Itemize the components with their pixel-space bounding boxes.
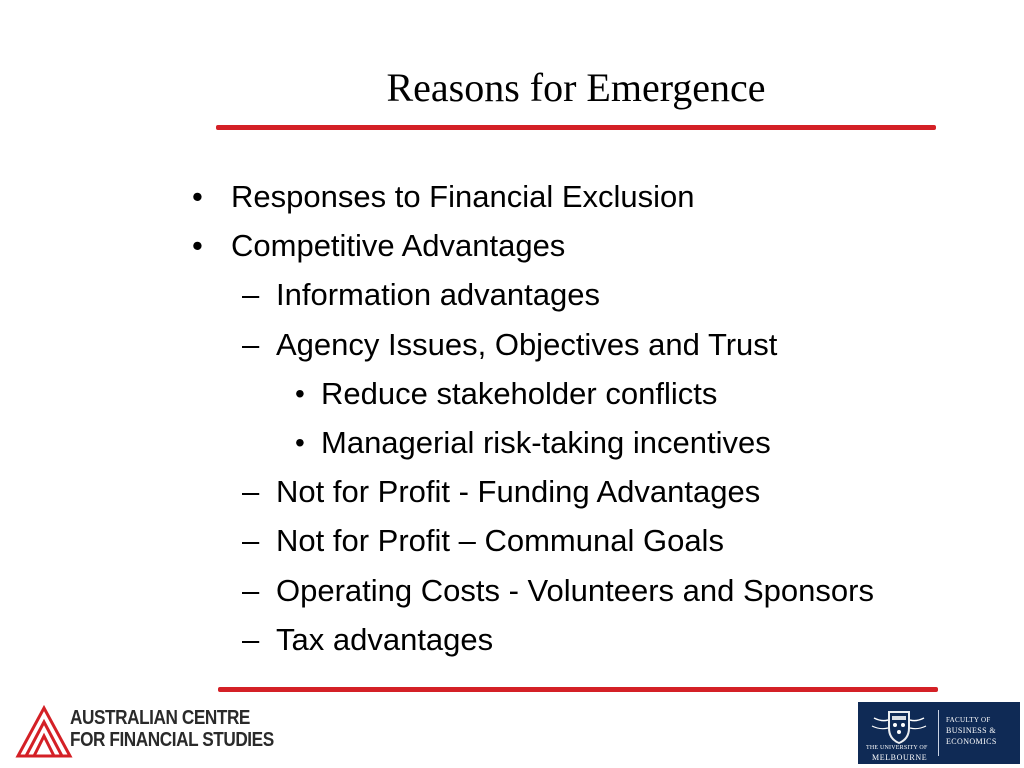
bullet-marker: • bbox=[192, 228, 203, 264]
title-divider bbox=[216, 125, 936, 130]
acfs-line-1: AUSTRALIAN CENTRE bbox=[70, 707, 250, 729]
bullet-item bbox=[0, 224, 1024, 268]
dash-marker: – bbox=[242, 326, 260, 362]
bullet-item bbox=[0, 519, 1024, 563]
bullet-text: Reduce stakeholder conflicts bbox=[321, 375, 718, 411]
bullet-item bbox=[0, 470, 1024, 514]
dash-marker: – bbox=[242, 572, 260, 608]
faculty-line-3: ECONOMICS bbox=[946, 737, 997, 746]
bullet-text: Managerial risk-taking incentives bbox=[321, 425, 771, 460]
bullet-marker: • bbox=[295, 377, 305, 409]
bullet-item bbox=[0, 569, 1024, 613]
bullet-text: Not for Profit – Communal Goals bbox=[276, 523, 724, 559]
bullet-text: Responses to Financial Exclusion bbox=[231, 179, 695, 214]
bullet-text: Operating Costs - Volunteers and Sponsors bbox=[276, 572, 874, 608]
acfs-logo-text bbox=[70, 707, 274, 751]
bullet-text: Competitive Advantages bbox=[231, 228, 566, 264]
bullet-item bbox=[0, 372, 1024, 416]
logo-divider bbox=[938, 710, 939, 756]
footer-divider bbox=[218, 687, 938, 692]
bullet-item bbox=[0, 175, 1024, 219]
university-logo bbox=[858, 702, 1020, 764]
dash-marker: – bbox=[242, 621, 260, 657]
bullet-item bbox=[0, 618, 1024, 662]
bullet-text: Agency Issues, Objectives and Trust bbox=[276, 326, 778, 362]
bullet-marker: • bbox=[192, 179, 203, 214]
dash-marker: – bbox=[242, 277, 260, 313]
bullet-text: Tax advantages bbox=[276, 621, 494, 657]
bullet-item bbox=[0, 323, 1024, 367]
faculty-line-2: BUSINESS & bbox=[946, 726, 997, 735]
slide-title: Reasons for Emergence bbox=[386, 65, 766, 110]
university-line: THE UNIVERSITY OF bbox=[866, 745, 928, 751]
bullet-item bbox=[0, 273, 1024, 317]
university-crest-icon bbox=[868, 708, 930, 746]
bullet-item bbox=[0, 421, 1024, 465]
bullet-marker: • bbox=[295, 427, 305, 458]
dash-marker: – bbox=[242, 523, 260, 559]
dash-marker: – bbox=[242, 474, 260, 510]
acfs-line-2: FOR FINANCIAL STUDIES bbox=[70, 729, 274, 751]
university-name: MELBOURNE bbox=[872, 753, 928, 762]
bullet-text: Information advantages bbox=[276, 277, 600, 313]
faculty-line-1: FACULTY OF bbox=[946, 716, 991, 724]
bullet-text: Not for Profit - Funding Advantages bbox=[276, 474, 761, 510]
